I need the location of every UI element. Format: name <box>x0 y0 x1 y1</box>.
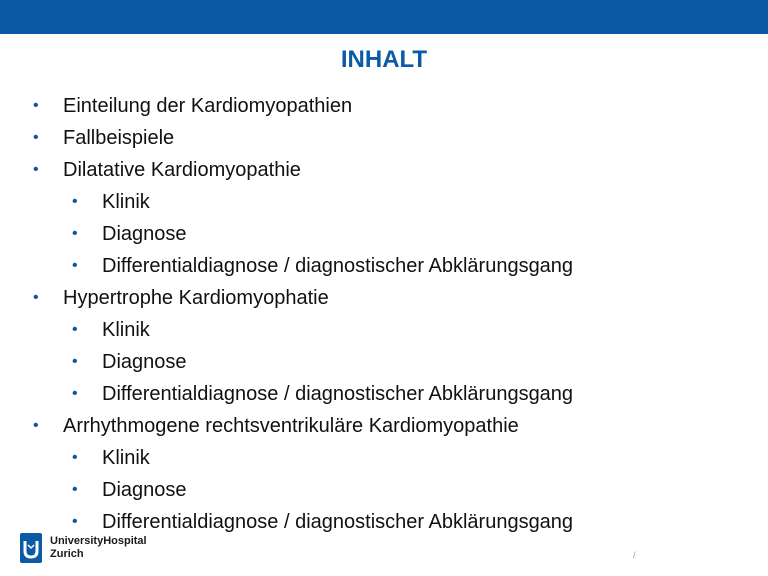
logo-text <box>50 535 147 561</box>
bullet-dot-icon: • <box>33 417 39 434</box>
bullet-dot-icon: • <box>72 225 78 242</box>
logo-line2: Zurich <box>50 548 84 560</box>
bullet-text: Fallbeispiele <box>63 127 175 149</box>
slide-title: INHALT <box>340 46 428 73</box>
bullet-dot-icon: • <box>33 97 39 114</box>
bullet-text: Arrhythmogene rechtsventrikuläre Kardiomyopathie <box>63 415 519 437</box>
bullet-text: Differentialdiagnose / diagnostischer Abklärungsgang <box>102 383 574 405</box>
bullet-text: Differentialdiagnose / diagnostischer Abklärungsgang <box>102 511 574 533</box>
bullet-dot-icon: • <box>72 449 78 466</box>
bullet-text: Diagnose <box>102 479 187 501</box>
header-bar <box>0 0 768 34</box>
bullet-dot-icon: • <box>72 353 78 370</box>
bullet-text: Klinik <box>102 447 150 469</box>
bullet-text: Klinik <box>102 191 150 213</box>
logo-line1: UniversityHospital <box>50 535 147 547</box>
bullet-text: Diagnose <box>102 351 187 373</box>
bullet-text: Differentialdiagnose / diagnostischer Abklärungsgang <box>102 255 574 277</box>
bullet-dot-icon: • <box>33 289 39 306</box>
page-number: / <box>633 550 636 560</box>
bullet-text: Hypertrophe Kardiomyophatie <box>63 287 329 309</box>
bullet-text: Dilatative Kardiomyopathie <box>63 159 301 181</box>
bullet-dot-icon: • <box>72 321 78 338</box>
bullet-dot-icon: • <box>33 161 39 178</box>
bullet-dot-icon: • <box>72 385 78 402</box>
university-hospital-logo-icon <box>20 533 42 563</box>
bullet-text: Diagnose <box>102 223 187 245</box>
bullet-text: Klinik <box>102 319 150 341</box>
hospital-logo <box>20 533 147 563</box>
bullet-dot-icon: • <box>72 257 78 274</box>
bullet-dot-icon: • <box>72 481 78 498</box>
bullet-dot-icon: • <box>72 193 78 210</box>
bullet-text: Einteilung der Kardiomyopathien <box>63 95 353 117</box>
bullet-dot-icon: • <box>72 513 78 530</box>
bullet-dot-icon: • <box>33 129 39 146</box>
